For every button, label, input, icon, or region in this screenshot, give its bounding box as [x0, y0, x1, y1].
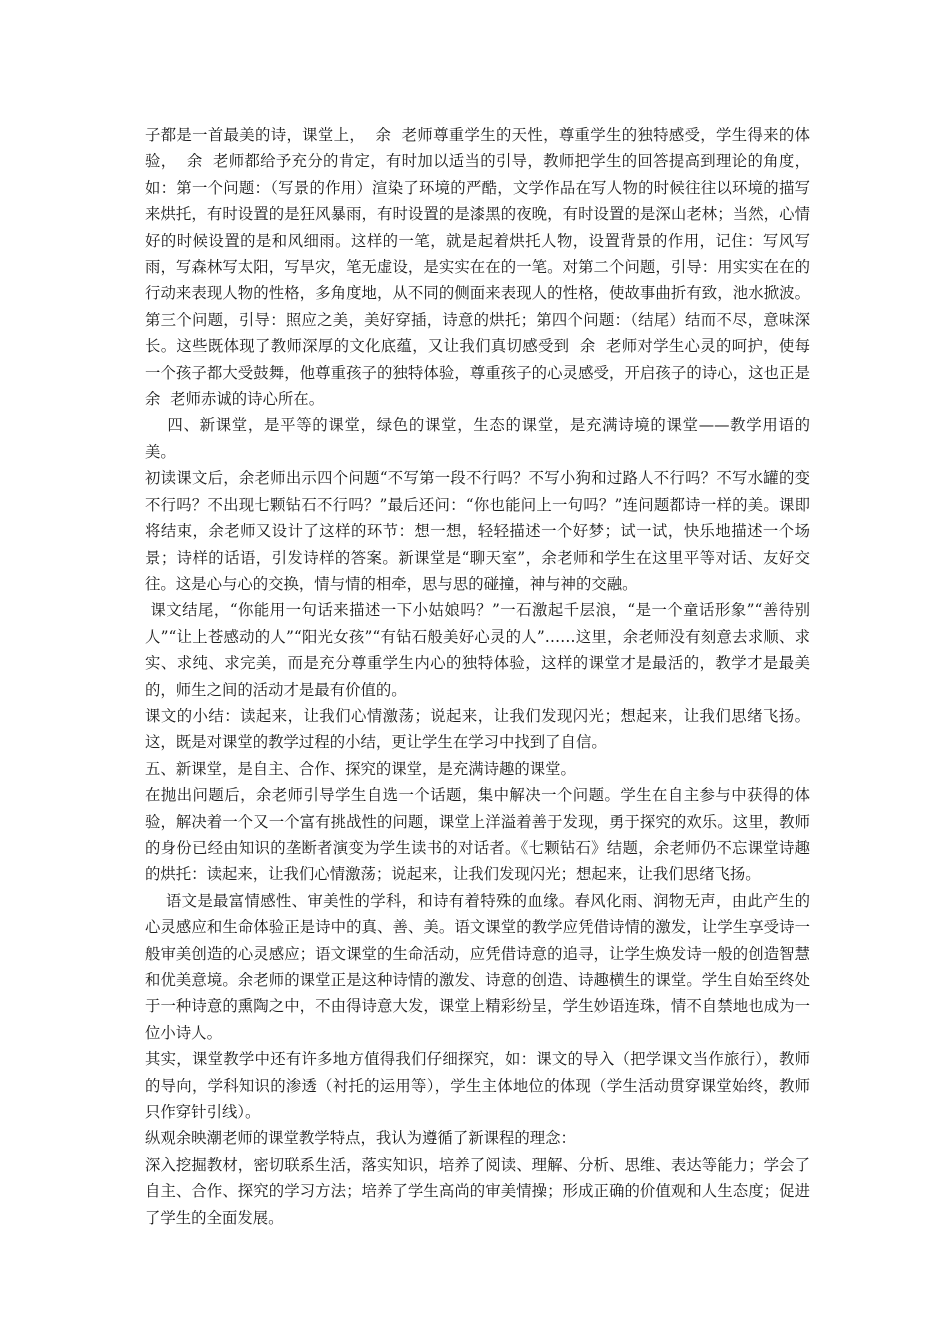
paragraph-four-questions: 初读课文后，余老师出示四个问题“不写第一段不行吗？不写小狗和过路人不行吗？不写水罐的变不行吗？不出现七颗钻石不行吗？”最后还问：“你也能问上一句吗？”连问题都诗一样的美。课即将结束，余老师又设计了这样的环节：想一想，轻轻描述一个好梦；试一试，快乐地描述一个场景；诗样的话语，引发诗样的答案。新课堂是“聊天室”，余老师和学生在这里平等对话、友好交往。这是心与心的交换，情与情的相牵，思与思的碰撞，神与神的交融。	[145, 469, 810, 593]
paragraph-poetic-classroom: 语文是最富情感性、审美性的学科，和诗有着特殊的血缘。春风化雨、润物无声，由此产生的心灵感应和生命体验正是诗中的真、善、美。语文课堂的教学应凭借诗情的激发，让学生享受诗一般审美创造的心灵感应；语文课堂的生命活动，应凭借诗意的追寻，让学生焕发诗一般的创造智慧和优美意境。余老师的课堂正是这种诗情的激发、诗意的创造、诗趣横生的课堂。学生自始至终处于一种诗意的熏陶之中，不由得诗意大发，课堂上精彩纷呈，学生妙语连珠，情不自禁地也成为一位小诗人。	[145, 891, 810, 1042]
paragraph-overview: 纵观余映潮老师的课堂教学特点，我认为遵循了新课程的理念：	[145, 1129, 576, 1148]
document-body	[145, 122, 820, 1231]
section-heading-four: 四、新课堂，是平等的课堂，绿色的课堂，生态的课堂，是充满诗境的课堂——教学用语的美。	[145, 416, 810, 461]
paragraph-self-selected-topic: 在抛出问题后，余老师引导学生自选一个话题，集中解决一个问题。学生在自主参与中获得的体验，解决着一个又一个富有挑战性的问题，课堂上洋溢着善于发现，勇于探究的欢乐。这里，教师的身份已经由知识的垄断者演变为学生读书的对话者。《七颗钻石》结题，余老师仍不忘课堂诗趣的烘托：读起来，让我们心情激荡；说起来，让我们发现闪光；想起来，让我们思绪飞扬。	[145, 786, 810, 884]
paragraph-conclusion: 深入挖掘教材，密切联系生活，落实知识，培养了阅读、理解、分析、思维、表达等能力；学会了自主、合作、探究的学习方法；培养了学生高尚的审美情操；形成正确的价值观和人生态度；促进了学生的全面发展。	[145, 1155, 810, 1227]
paragraph-teacher-response: 子都是一首最美的诗，课堂上， 余 老师尊重学生的天性，尊重学生的独特感受，学生得来的体验， 余 老师都给予充分的肯定，有时加以适当的引导，教师把学生的回答提高到理论的角度，如：第一个问题：（写景的作用）渲染了环境的严酷，文学作品在写人物的时候往往以环境的描写来烘托，有时设置的是狂风暴雨，有时设置的是漆黑的夜晚，有时设置的是深山老林；当然，心情好的时候设置的是和风细雨。这样的一笔，就是起着烘托人物，设置背景的作用，记住：写风写雨，写森林写太阳，写旱灾，笔无虚设，是实实在在的一笔。对第二个问题，引导：用实实在在的行动来表现人物的性格，多角度地，从不同的侧面来表现人的性格，使故事曲折有致，池水掀波。第三个问题，引导：照应之美，美好穿插，诗意的烘托；第四个问题：（结尾）结而不尽，意味深长。这些既体现了教师深厚的文化底蕴，又让我们真切感受到 余 老师对学生心灵的呵护，使每一个孩子都大受鼓舞，他尊重孩子的独特体验，尊重孩子的心灵感受，开启孩子的诗心，这也正是 余 老师赤诚的诗心所在。	[145, 126, 820, 409]
section-heading-five: 五、新课堂，是自主、合作、探究的课堂，是充满诗趣的课堂。	[145, 759, 576, 778]
paragraph-summary: 课文的小结：读起来，让我们心情激荡；说起来，让我们发现闪光；想起来，让我们思绪飞扬。这，既是对课堂的教学过程的小结，更让学生在学习中找到了自信。	[145, 706, 810, 752]
paragraph-ending-question: 课文结尾，“你能用一句话来描述一下小姑娘吗？”一石激起千层浪，“是一个童话形象”“善待别人”“让上苍感动的人”“阳光女孩”“有钻石般美好心灵的人”……这里，余老师没有刻意去求顺、求实、求纯、求完美，而是充分尊重学生内心的独特体验，这样的课堂才是最活的，教学才是最美的，师生之间的活动才是最有价值的。	[145, 601, 810, 699]
paragraph-further-exploration: 其实，课堂教学中还有许多地方值得我们仔细探究，如：课文的导入（把学课文当作旅行），教师的导向，学科知识的渗透（衬托的运用等），学生主体地位的体现（学生活动贯穿课堂始终，教师只作穿针引线）。	[145, 1050, 810, 1122]
